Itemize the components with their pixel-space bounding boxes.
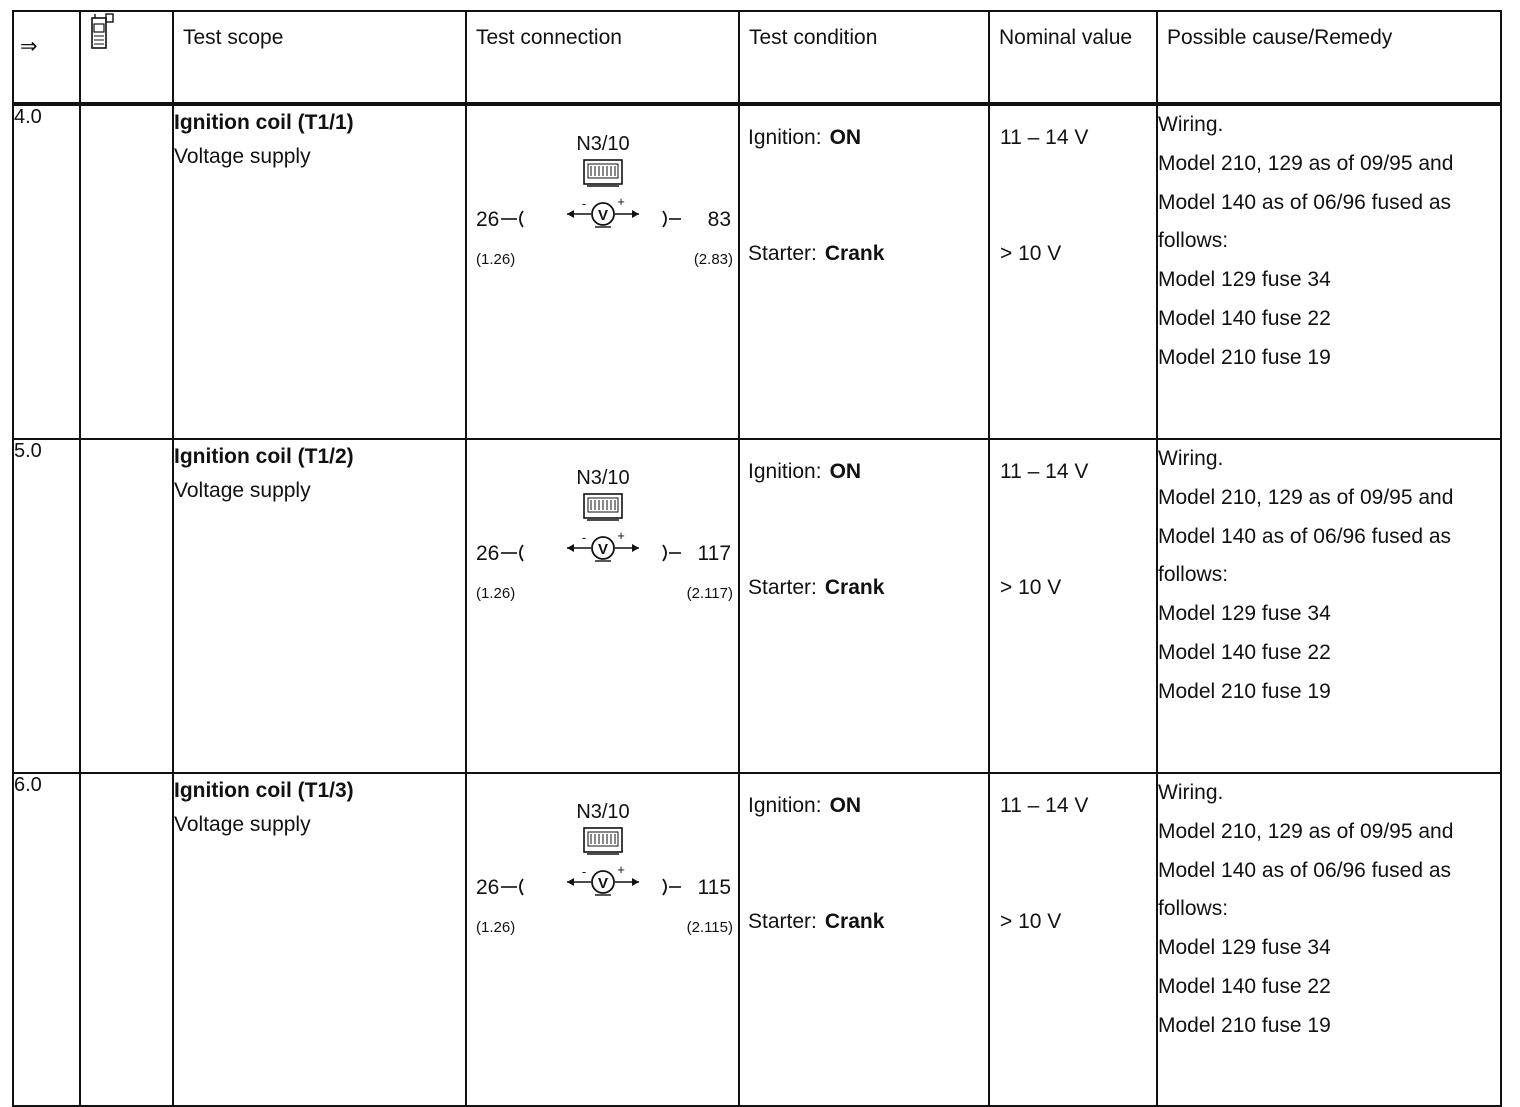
remedy-line: Model 140 fuse 22 (1158, 974, 1331, 998)
voltmeter-icon (567, 862, 639, 895)
test-connection-cell (466, 773, 739, 1106)
nominal-starter: > 10 V (1000, 242, 1062, 265)
nominal-ignition: 11 – 14 V (1000, 794, 1089, 817)
header-arrow: ⇒ (13, 11, 80, 104)
tester-cell (80, 439, 173, 773)
nominal-starter: > 10 V (1000, 576, 1062, 599)
left-pin-ref: (1.26) (476, 251, 516, 268)
nominal-ignition: 11 – 14 V (1000, 126, 1089, 149)
voltmeter-connection-diagram (467, 440, 740, 640)
table-row (13, 104, 1501, 439)
header-test-connection: Test connection (466, 11, 739, 104)
control-module-icon (584, 828, 622, 854)
svg-text:V: V (597, 875, 609, 892)
control-module-icon (584, 494, 622, 520)
svg-text:+: + (617, 194, 625, 209)
remedy-line: Model 140 as of 06/96 fused as (1158, 524, 1452, 548)
tester-cell (80, 104, 173, 439)
tester-cell (80, 773, 173, 1106)
module-label: N3/10 (576, 467, 630, 489)
voltmeter-icon (567, 194, 639, 227)
svg-text:-: - (581, 530, 587, 545)
remedy-line: Model 210, 129 as of 09/95 and (1158, 819, 1454, 843)
right-pin: 117 (697, 542, 731, 565)
remedy-line: Wiring. (1158, 447, 1224, 470)
step-number: 4.0 (13, 104, 80, 439)
svg-text:V: V (597, 207, 609, 224)
right-pin-ref: (2.83) (693, 251, 733, 268)
nominal-value-cell (989, 439, 1157, 773)
nominal-starter: > 10 V (1000, 910, 1062, 933)
module-label: N3/10 (576, 133, 630, 155)
scope-title: Ignition coil (T1/2) (174, 445, 354, 468)
header-tester (80, 11, 173, 104)
header-possible-cause: Possible cause/Remedy (1157, 11, 1501, 104)
remedy-line: Model 140 fuse 22 (1158, 640, 1331, 664)
step-number: 5.0 (13, 439, 80, 773)
remedy-line: Model 140 as of 06/96 fused as (1158, 858, 1452, 882)
module-label: N3/10 (576, 801, 630, 823)
svg-text:-: - (581, 864, 587, 879)
remedy-line: follows: (1158, 897, 1229, 921)
left-pin-ref: (1.26) (476, 585, 516, 602)
left-connector-icon (501, 545, 523, 561)
header-test-condition: Test condition (739, 11, 989, 104)
possible-cause-cell (1157, 439, 1501, 773)
possible-cause-cell (1157, 773, 1501, 1106)
table-row (13, 439, 1501, 773)
remedy-line: Model 210, 129 as of 09/95 and (1158, 151, 1454, 175)
remedy-line: Model 140 fuse 22 (1158, 306, 1331, 330)
remedy-line: Wiring. (1158, 113, 1224, 136)
test-condition-cell (739, 773, 989, 1106)
left-pin: 26 (476, 542, 500, 565)
remedy-line: Model 210 fuse 19 (1158, 1013, 1331, 1037)
scope-subtitle: Voltage supply (174, 813, 311, 836)
test-condition-cell (739, 439, 989, 773)
nominal-value-cell (989, 104, 1157, 439)
scope-subtitle: Voltage supply (174, 479, 311, 502)
remedy-line: Model 210, 129 as of 09/95 and (1158, 485, 1454, 509)
voltmeter-connection-diagram (467, 106, 740, 306)
condition-starter: Starter: Crank (748, 576, 885, 599)
left-pin-ref: (1.26) (476, 919, 516, 936)
condition-starter: Starter: Crank (748, 910, 885, 933)
test-scope-cell (173, 773, 466, 1106)
right-pin-ref: (2.115) (686, 919, 733, 936)
right-connector-icon (663, 545, 681, 561)
left-pin: 26 (476, 876, 500, 899)
voltmeter-connection-diagram (467, 774, 740, 974)
test-connection-cell (466, 439, 739, 773)
nominal-value-cell (989, 773, 1157, 1106)
test-table (12, 10, 1502, 1107)
left-connector-icon (501, 211, 523, 227)
header-test-scope: Test scope (173, 11, 466, 104)
voltmeter-icon (567, 528, 639, 561)
right-connector-icon (663, 211, 681, 227)
scope-subtitle: Voltage supply (174, 145, 311, 168)
control-module-icon (584, 160, 622, 186)
right-connector-icon (663, 879, 681, 895)
condition-ignition: Ignition: ON (748, 460, 862, 483)
remedy-line: Model 210 fuse 19 (1158, 679, 1331, 703)
step-number: 6.0 (13, 773, 80, 1106)
handheld-tester-icon (81, 12, 121, 72)
test-scope-cell (173, 439, 466, 773)
condition-ignition: Ignition: ON (748, 126, 862, 149)
test-scope-cell (173, 104, 466, 439)
remedy-line: Model 210 fuse 19 (1158, 345, 1331, 369)
remedy-line: Wiring. (1158, 781, 1224, 804)
left-connector-icon (501, 879, 523, 895)
left-pin: 26 (476, 208, 500, 231)
header-row (13, 11, 1501, 104)
remedy-line: follows: (1158, 563, 1229, 587)
remedy-line: follows: (1158, 229, 1229, 253)
svg-text:V: V (597, 541, 609, 558)
right-pin-ref: (2.117) (686, 585, 733, 602)
condition-ignition: Ignition: ON (748, 794, 862, 817)
test-condition-cell (739, 104, 989, 439)
svg-text:+: + (617, 862, 625, 877)
scope-title: Ignition coil (T1/3) (174, 779, 354, 802)
header-nominal-value: Nominal value (989, 11, 1157, 104)
table-row (13, 773, 1501, 1106)
right-pin: 83 (707, 208, 731, 231)
nominal-ignition: 11 – 14 V (1000, 460, 1089, 483)
right-pin: 115 (697, 876, 731, 899)
condition-starter: Starter: Crank (748, 242, 885, 265)
svg-text:+: + (617, 528, 625, 543)
remedy-line: Model 129 fuse 34 (1158, 602, 1331, 626)
remedy-line: Model 129 fuse 34 (1158, 268, 1331, 292)
svg-text:-: - (581, 196, 587, 211)
test-connection-cell (466, 104, 739, 439)
remedy-line: Model 140 as of 06/96 fused as (1158, 190, 1452, 214)
scope-title: Ignition coil (T1/1) (174, 111, 354, 134)
remedy-line: Model 129 fuse 34 (1158, 936, 1331, 960)
possible-cause-cell (1157, 104, 1501, 439)
